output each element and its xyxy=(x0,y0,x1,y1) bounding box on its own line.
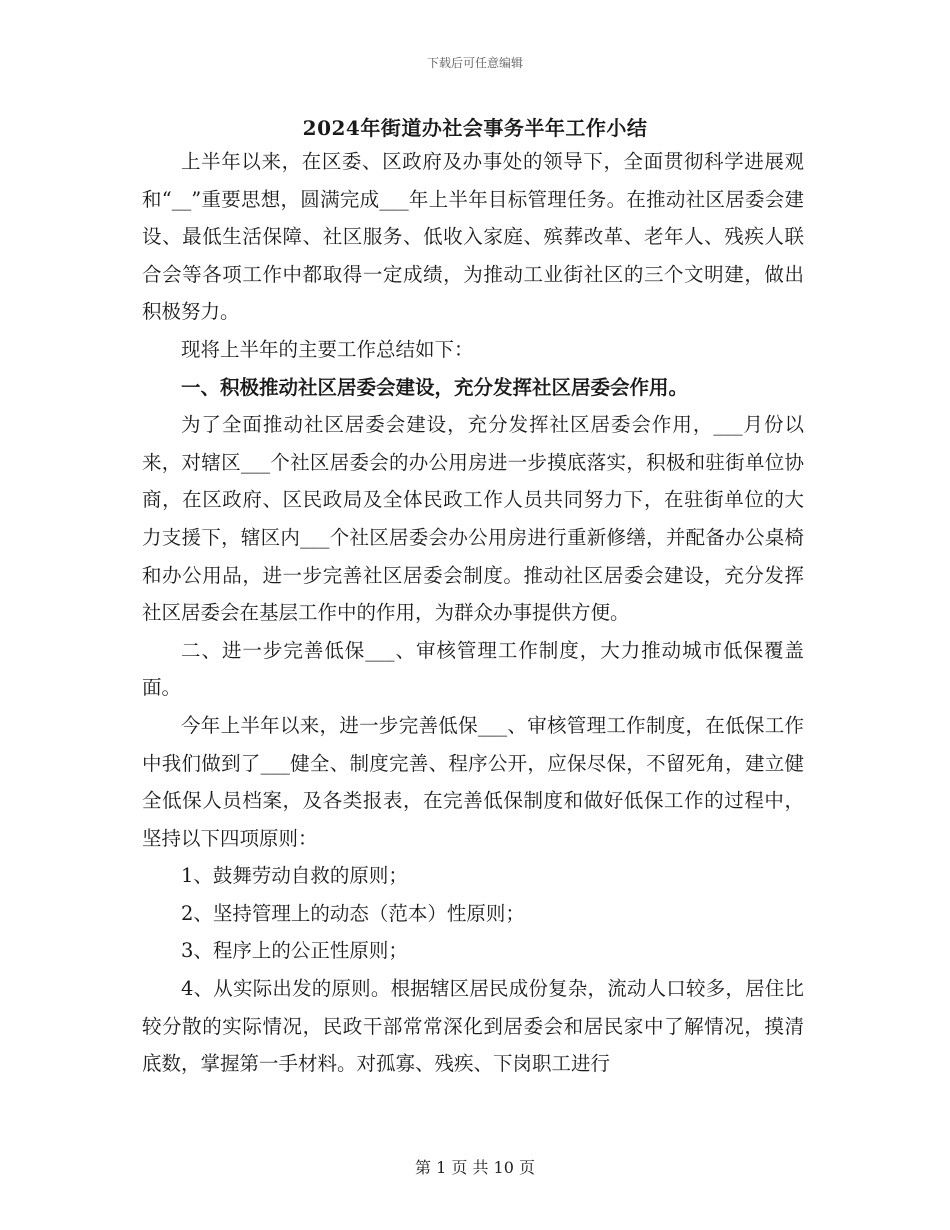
paragraph-section-2: 今年上半年以来，进一步完善低保___、审核管理工作制度，在低保工作中我们做到了___健全、制度完善、程序公开，应保尽保，不留死角，建立健全低保人员档案，及各类报表，在完善低保制度和做好低保工作的过程中，坚持以下四项原则： xyxy=(142,713,804,850)
paragraph-intro: 上半年以来，在区委、区政府及办事处的领导下，全面贯彻科学进展观和“__”重要思想，圆满完成___年上半年目标管理任务。在推动社区居委会建设、最低生活保障、社区服务、低收入家庭、殡葬改革、老年人、残疾人联合会等各项工作中都取得一定成绩，为推动工业街社区的三个文明建，做出积极努力。 xyxy=(142,150,804,324)
section-heading-1: 一、积极推动社区居委会建设，充分发挥社区居委会作用。 xyxy=(181,375,689,399)
section-heading-2: 二、进一步完善低保___、审核管理工作制度，大力推动城市低保覆盖面。 xyxy=(142,638,804,700)
principle-4: 4、从实际出发的原则。根据辖区居民成份复杂，流动人口较多，居住比较分散的实际情况，民政干部常常深化到居委会和居民家中了解情况，摸清底数，掌握第一手材料。对孤寡、残疾、下岗职工进行 xyxy=(142,977,804,1076)
page-footer: 第 1 页 共 10 页 xyxy=(415,1158,535,1177)
header-note: 下载后可任意编辑 xyxy=(426,56,523,70)
paragraph-section-1: 为了全面推动社区居委会建设，充分发挥社区居委会作用，___月份以来，对辖区___个社区居委会的办公用房进一步摸底落实，积极和驻街单位协商，在区政府、区民政局及全体民政工作人员共同努力下，在驻街单位的大力支援下，辖区内___个社区居委会办公用房进行重新修缮，并配备办公桌椅和办公用品，进一步完善社区居委会制度。推动社区居委会建设，充分发挥社区居委会在基层工作中的作用，为群众办事提供方便。 xyxy=(142,413,804,625)
document-body xyxy=(142,143,804,1083)
principle-2: 2、坚持管理上的动态（范本）性原则； xyxy=(181,901,525,925)
document-title: 2024年街道办社会事务半年工作小结 xyxy=(302,116,648,140)
paragraph-summary-lead: 现将上半年的主要工作总结如下： xyxy=(181,337,474,361)
principle-3: 3、程序上的公正性原则； xyxy=(181,939,408,963)
principle-1: 1、鼓舞劳动自救的原则； xyxy=(181,864,408,888)
